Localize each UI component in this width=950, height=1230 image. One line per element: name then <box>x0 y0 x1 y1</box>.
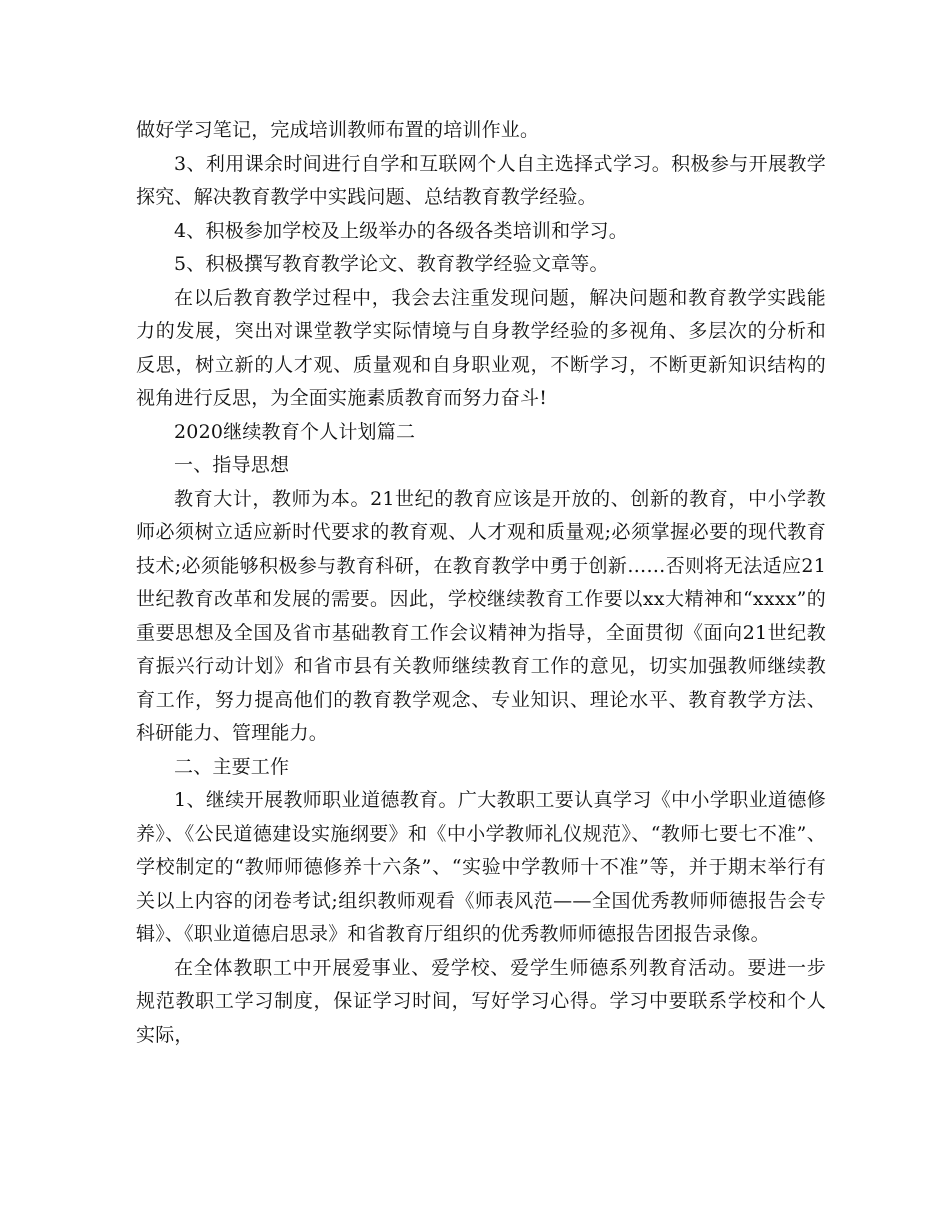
heading-guiding-ideology: 一、指导思想 <box>174 454 290 476</box>
paragraph-main-work-1: 1、继续开展教师职业道德教育。广大教职工要认真学习《中小学职业道德修养》、《公民道德建设实施纲要》和《中小学教师礼仪规范》、“教师七要七不准”、学校制定的“教师师德修养十六条”、“实验中学教师十不准”等，并于期末举行有关以上内容的闭卷考试;组织教师观看《师表风范——全国优秀教师师德报告会专辑》、《职业道德启思录》和省教育厅组织的优秀教师师德报告团报告录像。 <box>136 789 826 945</box>
section-title: 2020继续教育个人计划篇二 <box>174 420 416 443</box>
paragraph-main-work-2: 在全体教职工中开展爱事业、爱学校、爱学生师德系列教育活动。要进一步规范教职工学习制度，保证学习时间，写好学习心得。学习中要联系学校和个人实际， <box>136 956 826 1046</box>
document-body <box>136 114 826 1052</box>
paragraph-3: 4、积极参加学校及上级举办的各级各类培训和学习。 <box>174 219 628 242</box>
paragraph-guiding-ideology: 教育大计，教师为本。21世纪的教育应该是开放的、创新的教育，中小学教师必须树立适应新时代要求的教育观、人才观和质量观;必须掌握必要的现代教育技术;必须能够积极参与教育科研，在教育教学中勇于创新……否则将无法适应21世纪教育改革和发展的需要。因此，学校继续教育工作要以xx大精神和“xxxx”的重要思想及全国及省市基础教育工作会议精神为指导，全面贯彻《面向21世纪教育振兴行动计划》和省市县有关教师继续教育工作的意见，切实加强教师继续教育工作，努力提高他们的教育教学观念、专业知识、理论水平、教育教学方法、科研能力、管理能力。 <box>136 487 826 744</box>
paragraph-5: 在以后教育教学过程中，我会去注重发现问题，解决问题和教育教学实践能力的发展，突出对课堂教学实际情境与自身教学经验的多视角、多层次的分析和反思，树立新的人才观、质量观和自身职业观，不断学习，不断更新知识结构的视角进行反思，为全面实施素质教育而努力奋斗! <box>136 286 826 409</box>
paragraph-1: 做好学习笔记，完成培训教师布置的培训作业。 <box>136 119 540 141</box>
heading-main-work: 二、主要工作 <box>174 755 290 778</box>
paragraph-4: 5、积极撰写教育教学论文、教育教学经验文章等。 <box>174 253 609 275</box>
paragraph-2: 3、利用课余时间进行自学和互联网个人自主选择式学习。积极参与开展教学探究、解决教育教学中实践问题、总结教育教学经验。 <box>136 152 826 208</box>
